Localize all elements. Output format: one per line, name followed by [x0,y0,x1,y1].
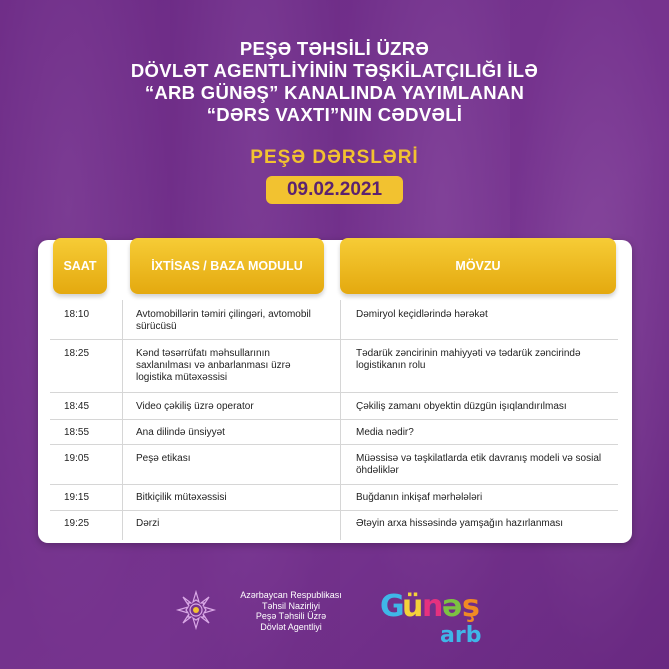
row-divider [50,392,618,393]
column-divider [122,300,123,540]
gunes-arb-logo [378,578,498,648]
svg-text:ş: ş [462,589,480,624]
title-line: “DƏRS VAXTI”NIN CƏDVƏLİ [206,104,463,125]
topic-cell: Çəkiliş zamanı obyektin düzgün işıqlandırılması [356,401,567,412]
time-cell: 19:25 [64,518,90,529]
column-header-topic: MÖVZU [340,238,616,294]
time-cell: 19:05 [64,453,90,464]
column-divider [340,300,341,540]
column-header-time: SAAT [53,238,107,294]
ministry-line: Azərbaycan Respublikası [240,590,342,600]
topic-cell: Tədarük zəncirinin mahiyyəti və tədarük zəncirində logistikanın rolu [356,348,581,371]
time-cell: 18:25 [64,348,90,359]
svg-text:ü: ü [402,589,424,624]
time-cell: 18:55 [64,427,90,438]
specialty-cell: Ana dilində ünsiyyət [136,427,225,438]
svg-text:n: n [422,589,444,624]
row-divider [50,444,618,445]
topic-cell: Buğdanın inkişaf mərhələləri [356,492,483,503]
specialty-cell: Dərzi [136,518,160,529]
row-divider [50,419,618,420]
title-line: PEŞƏ TƏHSİLİ ÜZRƏ [239,38,430,59]
time-cell: 18:45 [64,401,90,412]
topic-cell: Media nədir? [356,427,414,438]
ministry-line: Peşə Təhsili Üzrə [255,611,327,621]
column-header-specialty: İXTİSAS / BAZA MODULU [130,238,324,294]
title-line: DÖVLƏT AGENTLİYİNİN TƏŞKİLATÇILIĞI İLƏ [130,60,539,81]
specialty-cell: Bitkiçilik mütəxəssisi [136,492,227,503]
date-badge: 09.02.2021 [266,176,403,204]
specialty-cell: Avtomobillərin təmiri çilingəri, avtomobil sürücüsü [136,309,311,332]
time-cell: 19:15 [64,492,90,503]
time-cell: 18:10 [64,309,90,320]
topic-cell: Dəmiryol keçidlərində hərəkət [356,309,488,320]
svg-text:ə: ə [442,589,463,624]
ministry-line: Təhsil Nazirliyi [261,600,320,611]
specialty-cell: Kənd təsərrüfatı məhsullarının saxlanılması və anbarlanması üzrə logistika mütəxəssisi [136,348,291,383]
svg-text:arb: arb [440,623,482,648]
row-divider [50,339,618,340]
svg-text:G: G [380,589,405,624]
poster-title [60,38,609,126]
specialty-cell: Video çəkiliş üzrə operator [136,401,254,412]
ministry-line: Dövlət Agentliyi [260,621,322,632]
topic-cell: Ətəyin arxa hissəsində yamşağın hazırlanması [356,518,564,529]
row-divider [50,510,618,511]
ministry-emblem-icon [174,588,218,632]
ministry-name [226,590,356,632]
topic-cell: Müəssisə və təşkilatlarda etik davranış modeli və sosial öhdəliklər [356,453,602,476]
poster-subtitle: PEŞƏ DƏRSLƏRİ [250,147,419,168]
title-line: “ARB GÜNƏŞ” KANALINDA YAYIMLANAN [144,82,525,103]
specialty-cell: Peşə etikası [136,453,191,464]
row-divider [50,484,618,485]
